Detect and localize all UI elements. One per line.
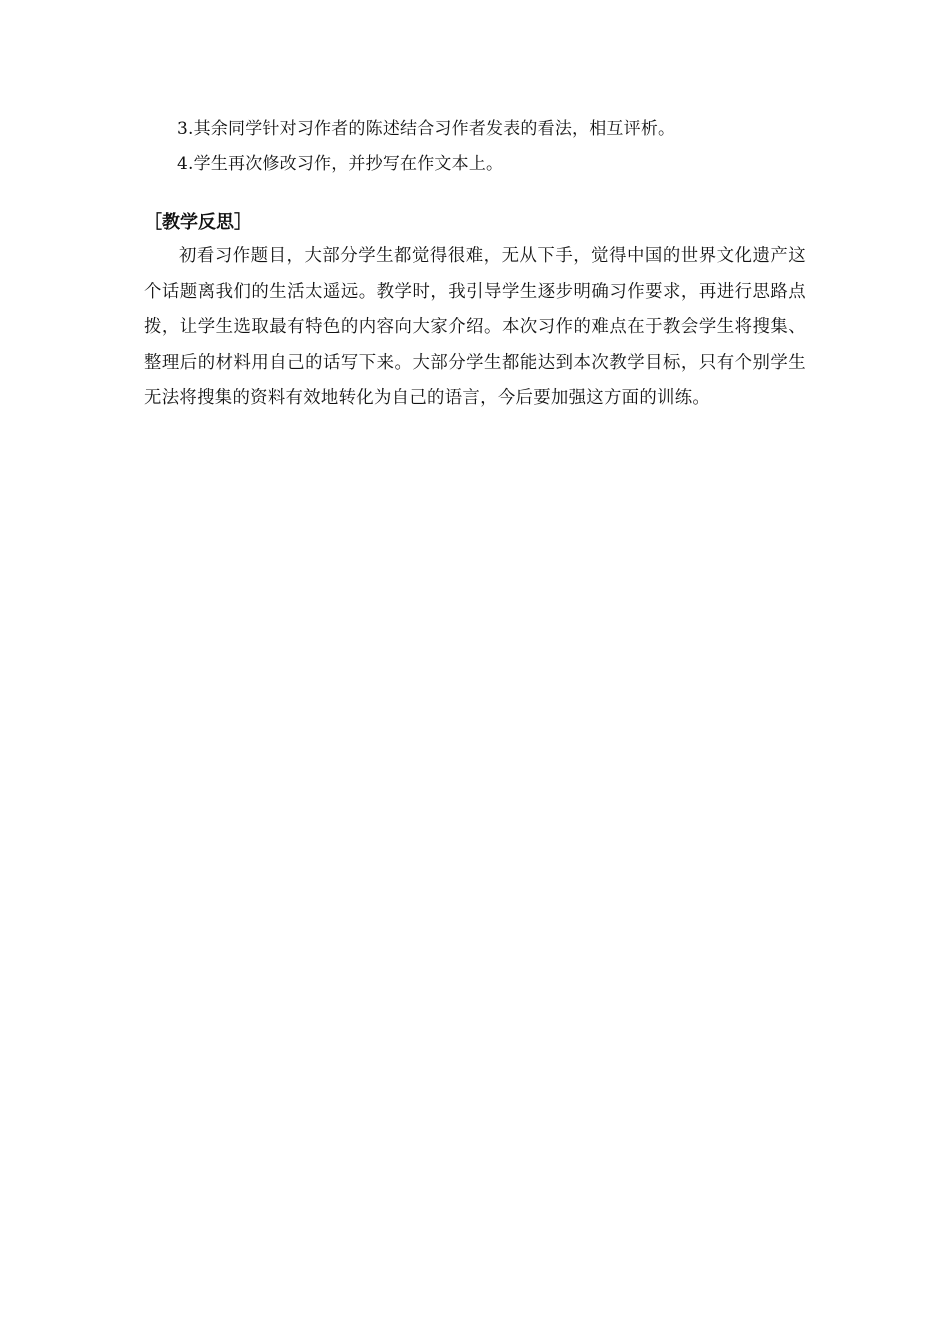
- document-body: [144, 112, 806, 417]
- reflection-paragraph: 初看习作题目，大部分学生都觉得很难，无从下手，觉得中国的世界文化遗产这个话题离我们的生活太遥远。教学时，我引导学生逐步明确习作要求，再进行思路点拨，让学生选取最有特色的内容向大家介绍。本次习作的难点在于教会学生将搜集、整理后的材料用自己的话写下来。大部分学生都能达到本次教学目标，只有个别学生无法将搜集的资料有效地转化为自己的语言，今后要加强这方面的训练。: [144, 246, 806, 408]
- step-item-3: 3.其余同学针对习作者的陈述结合习作者发表的看法，相互评析。: [177, 119, 676, 139]
- step-item-4: 4.学生再次修改习作，并抄写在作文本上。: [177, 154, 504, 174]
- reflection-heading: ［教学反思］: [144, 212, 252, 233]
